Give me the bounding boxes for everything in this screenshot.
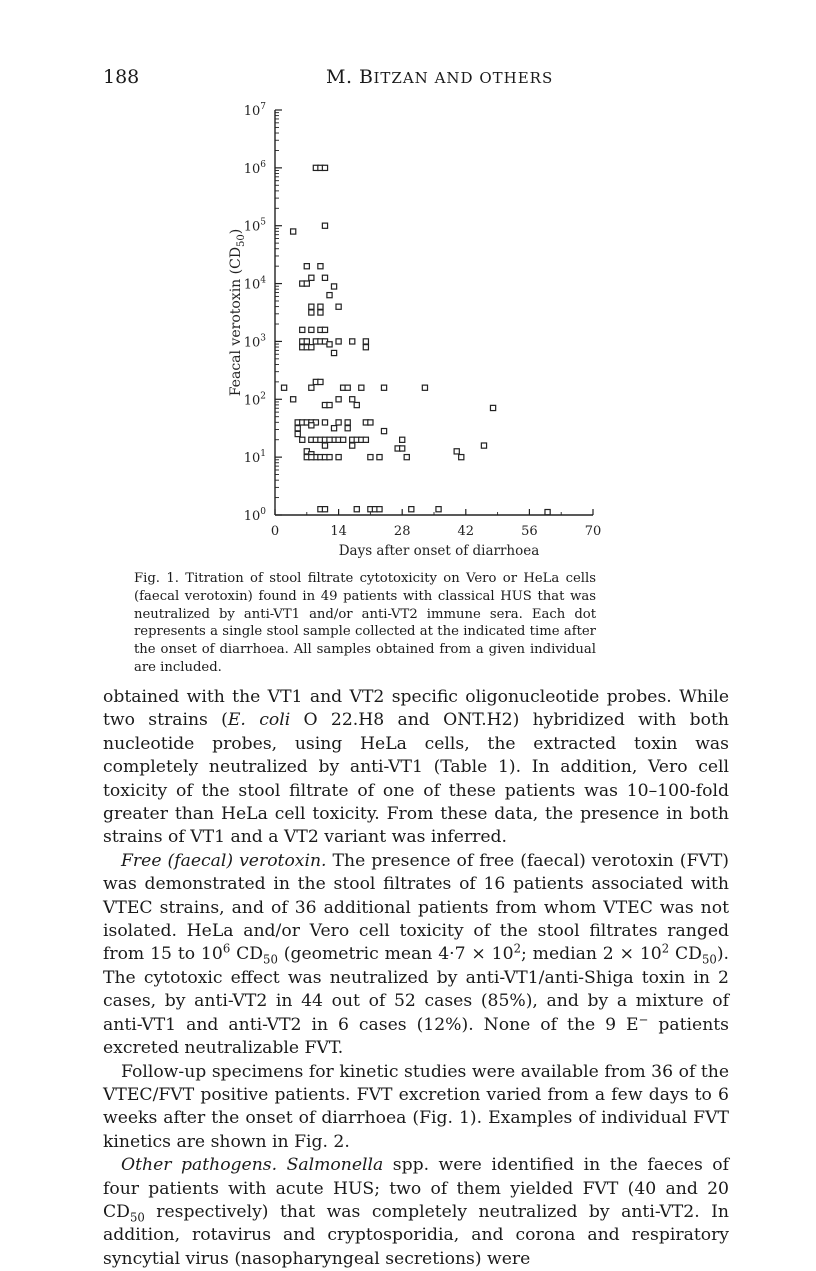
- data-point: [322, 275, 327, 280]
- data-point: [363, 437, 368, 442]
- x-tick-label: 14: [330, 524, 347, 539]
- p2-text-a: The presence of free (faecal) verotoxin (FVT) was demonstrated in the stool filtrates of 16 patients associated with VTEC strains, and of 36 additional patients from whom VTEC was not isolated. HeLa and/or Vero cell toxicity of the stool filtrates ranged from 15 to 10: [103, 850, 729, 965]
- page-number: 188: [103, 66, 140, 88]
- data-point: [318, 310, 323, 315]
- y-tick-exponent: 4: [260, 275, 266, 286]
- data-point: [400, 446, 405, 451]
- y-tick-label: [244, 276, 267, 293]
- caption-text: Titration of stool filtrate cytotoxicity on Vero or HeLa cells (faecal verotoxin) found in 49 patients with classical HUS that was neutralized by anti-VT1 and/or anti-VT2 immune sera. Each dot represents a single stool sample collected at the indicated time after the onset of diarrhoea. All samples obtained from a given individual are included.: [134, 571, 596, 675]
- p4-text-a: spp. were identified in the faeces of four patients with acute HUS; two of them yielded FVT (40 and 20 CD: [103, 1155, 729, 1222]
- y-axis-label-close: ): [228, 228, 244, 235]
- p2-text-d: ; median 2 × 10: [521, 944, 662, 965]
- chart-points: [281, 165, 550, 514]
- data-point: [409, 507, 414, 512]
- y-tick-base: 10: [243, 161, 261, 177]
- data-point: [345, 420, 350, 425]
- p4-italic: Salmonella: [286, 1155, 384, 1176]
- data-point: [336, 339, 341, 344]
- p2-sub2: 50: [701, 952, 717, 967]
- y-tick-label: [244, 218, 267, 235]
- paragraph-3: Follow-up specimens for kinetic studies were available from 36 of the VTEC/FVT positive patients. FVT excretion varied from a few days to 6 weeks after the onset of diarrhoea (Fig. 1). Examples of individual FVT kinetics are shown in Fig. 2.: [103, 1061, 729, 1152]
- data-point: [309, 385, 314, 390]
- data-point: [404, 455, 409, 460]
- data-point: [368, 420, 373, 425]
- p2-text-c: (geometric mean 4·7 × 10: [277, 944, 514, 965]
- p1-text: obtained with the VT1 and VT2 specific oligonucleotide probes. While two strains (: [103, 687, 729, 731]
- data-point: [381, 429, 386, 434]
- data-point: [304, 264, 309, 269]
- data-point: [377, 507, 382, 512]
- p4-heading: Other pathogens.: [121, 1155, 278, 1176]
- x-tick-label: 42: [457, 524, 475, 539]
- p1-italic: E. coli: [227, 710, 291, 731]
- p2-sup1: 6: [222, 941, 231, 956]
- data-point: [295, 431, 300, 436]
- data-point: [336, 455, 341, 460]
- y-axis-label: [228, 229, 247, 397]
- p2-text-e: CD: [669, 944, 702, 965]
- data-point: [336, 420, 341, 425]
- p2-text-g: patients excreted neutralizable FVT.: [103, 1014, 729, 1059]
- data-point: [322, 223, 327, 228]
- data-point: [545, 510, 550, 515]
- data-point: [377, 455, 382, 460]
- data-point: [322, 327, 327, 332]
- data-point: [422, 385, 427, 390]
- data-point: [309, 275, 314, 280]
- y-tick-base: 10: [243, 335, 261, 351]
- data-point: [322, 165, 327, 170]
- data-point: [300, 327, 305, 332]
- data-point: [309, 310, 314, 315]
- data-point: [281, 385, 286, 390]
- data-point: [327, 455, 332, 460]
- y-tick-base: 10: [243, 509, 261, 524]
- y-tick-exponent: 2: [260, 391, 266, 402]
- running-header-initial: M. B: [326, 66, 374, 88]
- data-point: [327, 437, 332, 442]
- p4-text-b: respectively) that was completely neutralized by anti-VT2. In addition, rotavirus and cryptosporidia, and corona and respiratory syncytial virus (nasopharyngeal secretions) were: [103, 1201, 729, 1269]
- data-point: [336, 397, 341, 402]
- y-tick-exponent: 7: [260, 102, 266, 112]
- p1-text-b: O 22.H8 and ONT.H2) hybridized with both nucleotide probes, using HeLa cells, the extracted toxin was completely neutralized by anti-VT1 (Table 1). In addition, Vero cell toxicity of the stool filtrate of one of these patients was 10–100-fold greater than HeLa cell toxicity. From these data, the presence in both strains of VT1 and a VT2 variant was inferred.: [103, 710, 729, 848]
- paragraph-1: [103, 686, 729, 850]
- data-point: [309, 304, 314, 309]
- data-point: [309, 423, 314, 428]
- x-axis-label: Days after onset of diarrhoea: [338, 543, 540, 559]
- data-point: [322, 443, 327, 448]
- data-point: [318, 304, 323, 309]
- y-tick-base: 10: [243, 219, 261, 235]
- p2-heading: Free (faecal) verotoxin.: [121, 850, 327, 871]
- data-point: [454, 449, 459, 454]
- data-point: [459, 455, 464, 460]
- data-point: [490, 405, 495, 410]
- caption-label: Fig. 1.: [134, 571, 179, 586]
- data-point: [295, 426, 300, 431]
- p2-sup3: 2: [661, 941, 670, 956]
- data-point: [309, 327, 314, 332]
- y-tick-exponent: 6: [260, 159, 266, 170]
- y-tick-base: 10: [243, 104, 261, 119]
- y-axis-label-main: Feacal verotoxin (CD: [228, 246, 244, 397]
- scatter-chart: [0, 0, 816, 560]
- y-tick-exponent: 5: [260, 217, 266, 228]
- p2-text-b: CD: [230, 944, 264, 965]
- y-tick-label: [244, 449, 266, 466]
- data-point: [336, 304, 341, 309]
- data-point: [368, 455, 373, 460]
- data-point: [318, 264, 323, 269]
- data-point: [354, 402, 359, 407]
- paragraph-4: [103, 1154, 729, 1271]
- data-point: [331, 284, 336, 289]
- data-point: [350, 397, 355, 402]
- data-point: [327, 342, 332, 347]
- y-tick-base: 10: [243, 277, 261, 293]
- data-point: [350, 443, 355, 448]
- data-point: [300, 437, 305, 442]
- data-point: [327, 402, 332, 407]
- data-point: [345, 385, 350, 390]
- data-point: [436, 507, 441, 512]
- data-point: [291, 397, 296, 402]
- x-tick-label: 56: [521, 524, 538, 539]
- data-point: [318, 379, 323, 384]
- p2-sub1: 50: [263, 952, 278, 967]
- data-point: [322, 507, 327, 512]
- data-point: [322, 420, 327, 425]
- body-text: [103, 686, 729, 1271]
- data-point: [359, 385, 364, 390]
- chart-labels: [228, 102, 601, 559]
- data-point: [327, 293, 332, 298]
- x-tick-label: 70: [584, 524, 602, 539]
- data-point: [304, 281, 309, 286]
- y-tick-label: [244, 160, 267, 177]
- y-tick-label: [244, 391, 266, 408]
- y-tick-label: [244, 102, 267, 119]
- y-tick-label: [244, 333, 267, 350]
- x-tick-label: 28: [393, 524, 411, 539]
- y-tick-base: 10: [243, 393, 261, 409]
- data-point: [309, 345, 314, 350]
- p2-text-f: ). The cytotoxic effect was neutralized by anti-VT1/anti-Shiga toxin in 2 cases, by anti-VT2 in 44 out of 52 cases (85%), and by a mixture of anti-VT1 and anti-VT2 in 6 cases (12%). None of the 9 E: [103, 944, 730, 1035]
- data-point: [341, 437, 346, 442]
- figure-caption: [134, 570, 596, 677]
- p4-sub: 50: [129, 1210, 145, 1225]
- data-point: [350, 339, 355, 344]
- y-tick-label: [244, 507, 267, 524]
- data-point: [363, 339, 368, 344]
- data-point: [400, 437, 405, 442]
- data-point: [331, 426, 336, 431]
- paragraph-2: [103, 850, 729, 1061]
- p2-sup4: −: [638, 1011, 649, 1026]
- y-tick-base: 10: [243, 451, 261, 467]
- y-tick-exponent: 3: [260, 333, 266, 344]
- y-axis-label-sub: 50: [236, 234, 247, 247]
- data-point: [291, 229, 296, 234]
- x-tick-label: 0: [270, 524, 280, 539]
- data-point: [481, 443, 486, 448]
- data-point: [381, 385, 386, 390]
- data-point: [304, 339, 309, 344]
- data-point: [331, 350, 336, 355]
- data-point: [309, 455, 314, 460]
- p2-sup2: 2: [513, 941, 521, 956]
- running-header-rest: ITZAN AND OTHERS: [373, 69, 554, 87]
- data-point: [363, 345, 368, 350]
- y-tick-exponent: 1: [260, 449, 266, 460]
- data-point: [354, 507, 359, 512]
- data-point: [345, 426, 350, 431]
- y-tick-exponent: 0: [260, 507, 266, 517]
